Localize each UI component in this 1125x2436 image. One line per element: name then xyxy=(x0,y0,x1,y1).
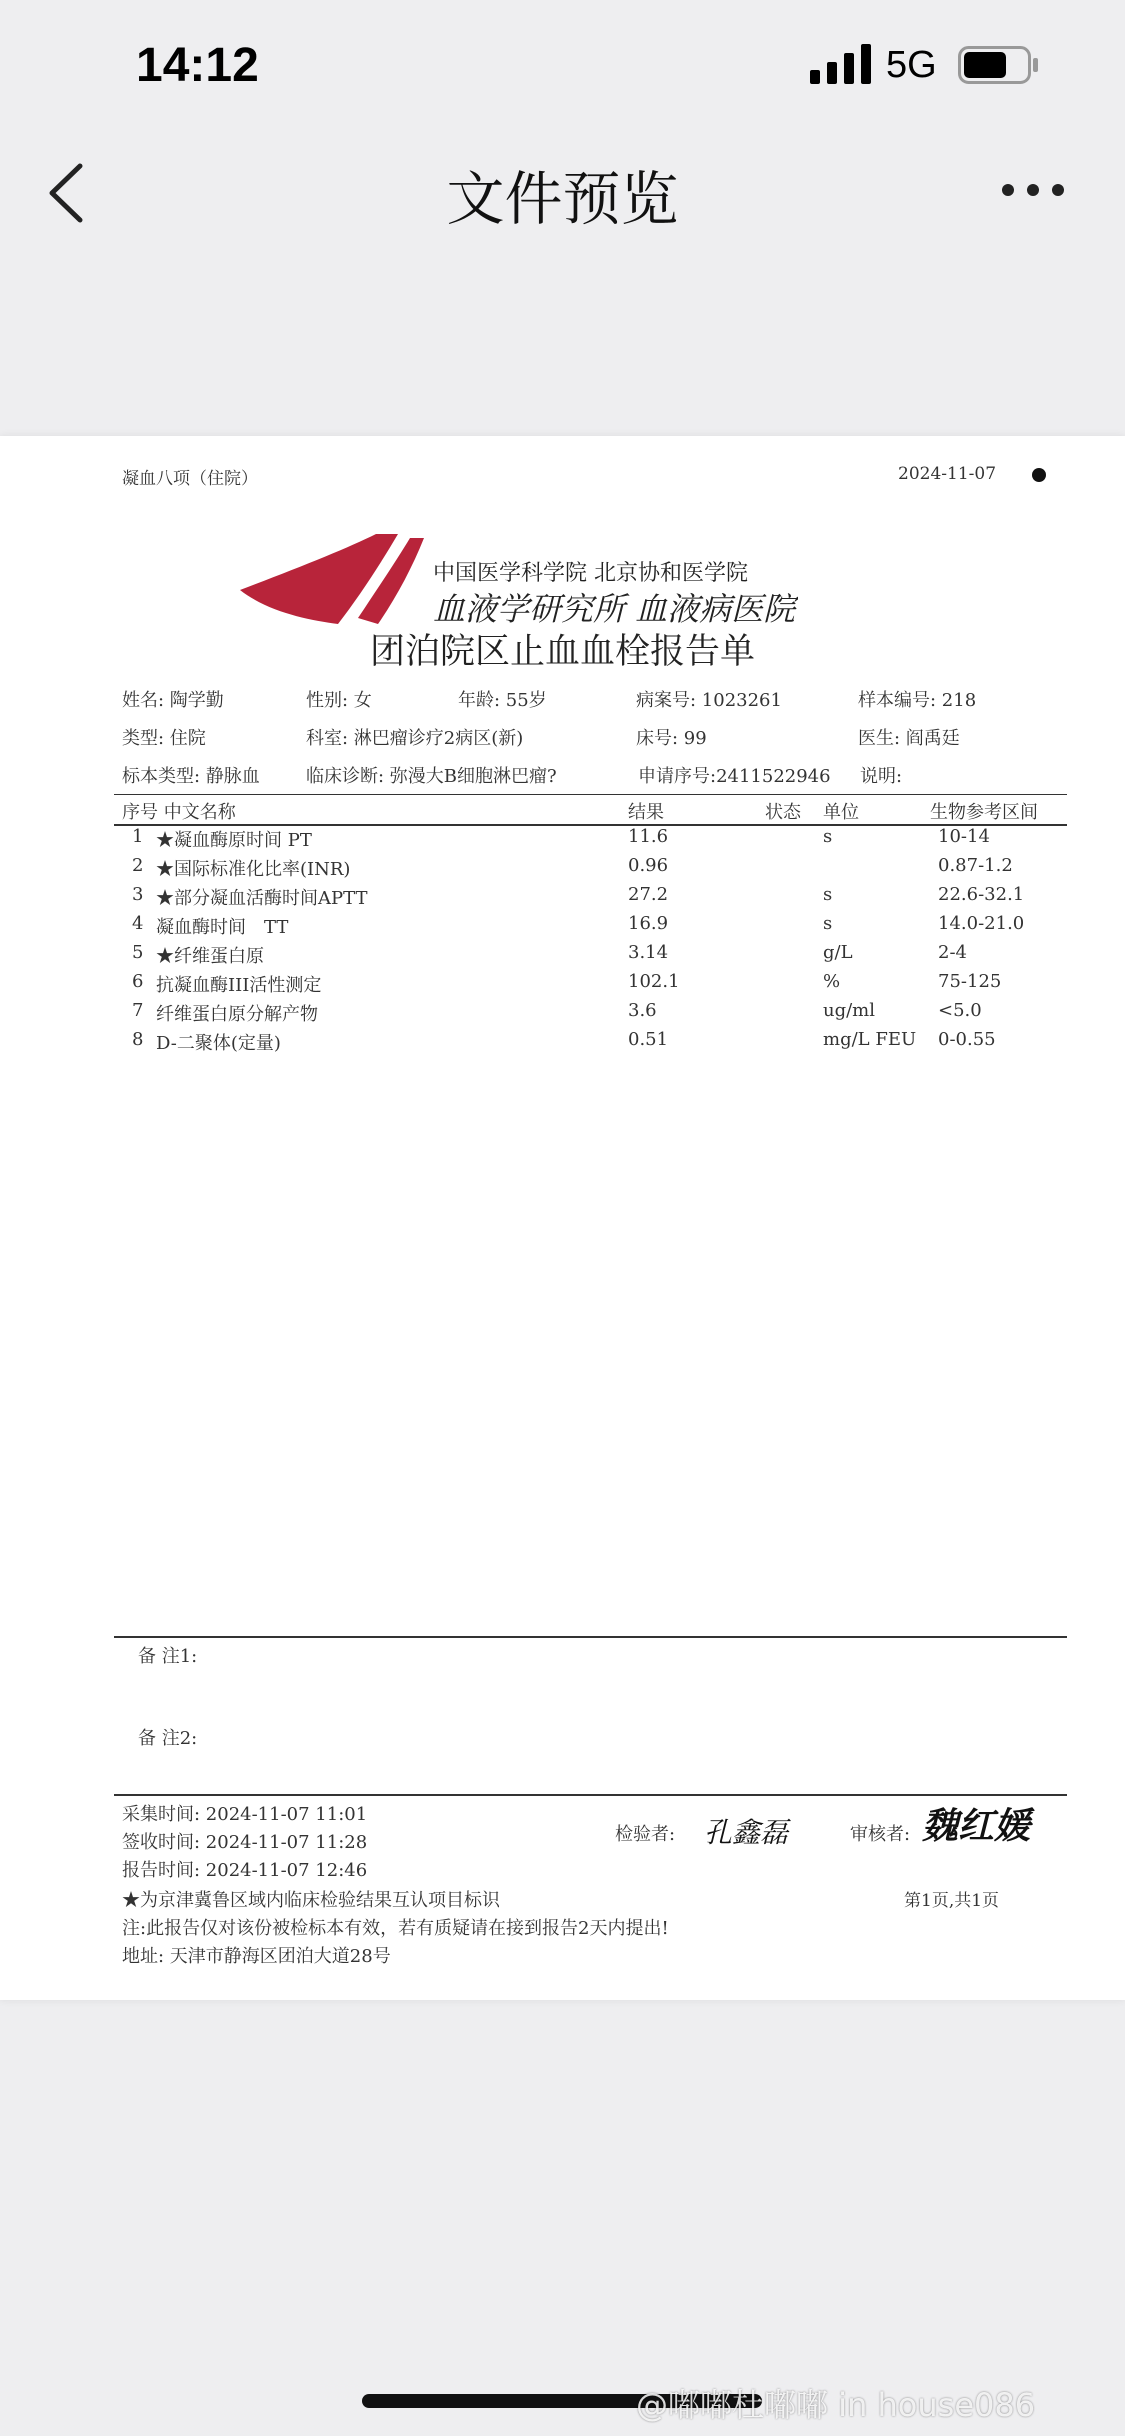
cell-result: 0.96 xyxy=(628,855,669,876)
header-status: 状态 xyxy=(765,802,801,823)
cell-range: 75-125 xyxy=(938,971,1002,992)
svg-text:魏红媛: 魏红媛 xyxy=(922,1805,1031,1847)
cell-range: 22.6-32.1 xyxy=(938,884,1025,905)
cell-unit: s xyxy=(823,884,833,905)
specimen-type: 标本类型: 静脉血 xyxy=(122,766,260,787)
cell-unit: % xyxy=(823,971,841,992)
patient-age: 年龄: 55岁 xyxy=(458,690,547,711)
clinical-diagnosis: 临床诊断: 弥漫大B细胞淋巴瘤? xyxy=(306,766,557,787)
patient-sex: 性别: 女 xyxy=(306,690,372,711)
address: 地址: 天津市静海区团泊大道28号 xyxy=(122,1946,391,1967)
inspector-signature xyxy=(700,1806,810,1856)
inspector-label: 检验者: xyxy=(615,1824,676,1845)
cell-result: 3.6 xyxy=(628,1000,657,1021)
cell-no: 7 xyxy=(132,1000,144,1021)
record-number: 病案号: 1023261 xyxy=(636,690,782,711)
remarks-top-line xyxy=(114,1636,1067,1638)
cell-result: 102.1 xyxy=(628,971,680,992)
cell-name: 抗凝血酶III活性测定 xyxy=(156,975,322,996)
cell-no: 3 xyxy=(132,884,144,905)
cell-name: D-二聚体(定量) xyxy=(156,1033,281,1054)
svg-text:血液学研究所 血液病医院: 血液学研究所 血液病医院 xyxy=(433,590,796,628)
page-title: 文件预览 xyxy=(446,165,679,233)
status-bar xyxy=(0,0,1125,130)
report-date: 2024-11-07 xyxy=(898,464,997,484)
report-title: 团泊院区止血血栓报告单 xyxy=(369,632,755,672)
collect-time: 采集时间: 2024-11-07 11:01 xyxy=(122,1804,368,1825)
nav-bar xyxy=(0,130,1125,250)
reviewer-signature xyxy=(920,1796,1070,1852)
cell-range: 14.0-21.0 xyxy=(938,913,1025,934)
cell-name: ★凝血酶原时间 PT xyxy=(156,830,312,851)
mutual-recognition-note: ★为京津冀鲁区域内临床检验结果互认项目标识 xyxy=(122,1890,500,1911)
svg-text:孔鑫磊: 孔鑫磊 xyxy=(704,1816,789,1849)
cell-range: 0.87-1.2 xyxy=(938,855,1013,876)
cell-unit: s xyxy=(823,826,833,847)
cell-name: ★部分凝血活酶时间APTT xyxy=(156,888,368,909)
table-top-line xyxy=(114,794,1067,795)
cell-result: 27.2 xyxy=(628,884,669,905)
cell-no: 4 xyxy=(132,913,144,934)
remark-1: 备 注1: xyxy=(138,1646,198,1667)
cell-result: 16.9 xyxy=(628,913,669,934)
report-time: 报告时间: 2024-11-07 12:46 xyxy=(122,1860,368,1881)
cell-result: 0.51 xyxy=(628,1029,669,1050)
header-unit: 单位 xyxy=(823,802,859,823)
receive-time: 签收时间: 2024-11-07 11:28 xyxy=(122,1832,368,1853)
remark-2: 备 注2: xyxy=(138,1728,198,1749)
header-seq-name: 序号 中文名称 xyxy=(122,802,236,823)
svg-text:中国医学科学院 北京协和医学院: 中国医学科学院 北京协和医学院 xyxy=(433,561,748,586)
cell-range: 2-4 xyxy=(938,942,967,963)
request-number: 申请序号:2411522946 xyxy=(638,766,831,787)
battery-icon xyxy=(958,46,1040,84)
cell-result: 11.6 xyxy=(628,826,669,847)
network-type: 5G xyxy=(886,44,937,86)
watermark: @嘟嘟杜嘟嘟 in house086 xyxy=(636,2386,1036,2424)
cell-no: 2 xyxy=(132,855,144,876)
signal-strength-icon xyxy=(810,44,872,84)
cell-name: ★纤维蛋白原 xyxy=(156,946,264,967)
header-result: 结果 xyxy=(628,802,664,823)
cell-name: 纤维蛋白原分解产物 xyxy=(156,1004,318,1025)
status-time: 14:12 xyxy=(136,39,259,92)
cell-unit: ug/ml xyxy=(823,1000,876,1021)
bullet-dot xyxy=(1032,468,1046,482)
doctor: 医生: 阎禹廷 xyxy=(858,728,960,749)
cell-name: 凝血酶时间 TT xyxy=(156,917,289,938)
patient-name: 姓名: 陶学勤 xyxy=(122,690,224,711)
report-category: 凝血八项（住院） xyxy=(122,469,258,489)
ellipsis-icon[interactable] xyxy=(998,170,1068,210)
validity-note: 注:此报告仅对该份被检标本有效，若有质疑请在接到报告2天内提出! xyxy=(122,1918,669,1939)
department: 科室: 淋巴瘤诊疗2病区(新) xyxy=(306,728,524,749)
cell-no: 6 xyxy=(132,971,144,992)
cell-range: 10-14 xyxy=(938,826,990,847)
cell-no: 1 xyxy=(132,826,144,847)
reviewer-label: 审核者: xyxy=(850,1824,911,1845)
cell-range: 0-0.55 xyxy=(938,1029,996,1050)
note-label: 说明: xyxy=(860,766,903,787)
bed-number: 床号: 99 xyxy=(636,728,707,749)
patient-type: 类型: 住院 xyxy=(122,728,206,749)
cell-unit: s xyxy=(823,913,833,934)
header-range: 生物参考区间 xyxy=(930,802,1038,823)
cell-name: ★国际标准化比率(INR) xyxy=(156,859,351,880)
cell-range: <5.0 xyxy=(938,1000,982,1021)
cell-result: 3.14 xyxy=(628,942,669,963)
cell-unit: mg/L FEU xyxy=(823,1029,917,1050)
cell-unit: g/L xyxy=(823,942,853,963)
cell-no: 5 xyxy=(132,942,144,963)
page-indicator: 第1页,共1页 xyxy=(904,1891,1000,1911)
sample-number: 样本编号: 218 xyxy=(858,690,977,711)
cell-no: 8 xyxy=(132,1029,144,1050)
document-preview[interactable] xyxy=(0,436,1125,2000)
